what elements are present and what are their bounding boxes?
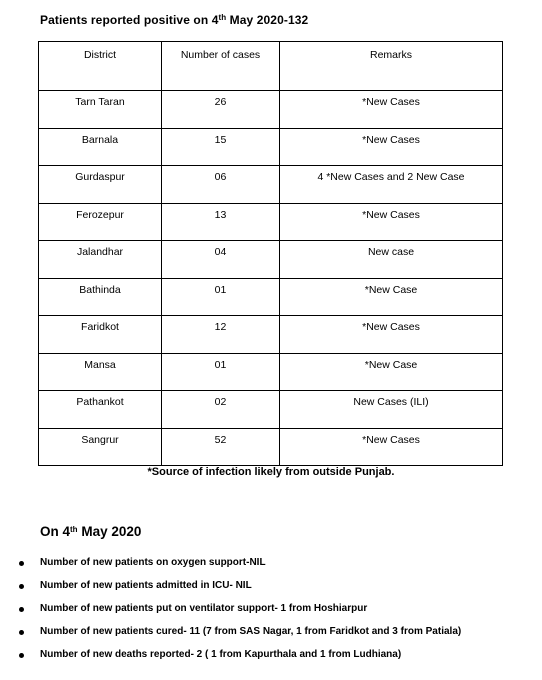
table-row (39, 428, 503, 466)
table-row (39, 241, 503, 279)
table-row (39, 391, 503, 429)
remarks-cell: *New Cases (280, 91, 503, 129)
list-item (0, 626, 461, 649)
district-cell: Pathankot (39, 391, 162, 429)
district-cell: Faridkot (39, 316, 162, 354)
column-header-district: District (39, 42, 162, 91)
heading-superscript: th (218, 13, 227, 22)
bullet-icon (19, 653, 24, 658)
list-item-text: Number of new patients cured- 11 (7 from SAS Nagar, 1 from Faridkot and 3 from Patiala) (40, 626, 462, 637)
bullet-icon (19, 584, 24, 589)
bullet-icon (19, 607, 24, 612)
subheading-suffix: May 2020 (77, 524, 142, 539)
heading-suffix: May 2020-132 (226, 13, 309, 27)
bullet-icon (19, 630, 24, 635)
list-item-text: Number of new patients admitted in ICU- NIL (40, 580, 252, 591)
subheading-prefix: On 4 (40, 524, 71, 539)
remarks-cell: *New Cases (280, 428, 503, 466)
district-cases-table (38, 41, 503, 466)
list-item-text: Number of new patients put on ventilator support- 1 from Hoshiarpur (40, 603, 368, 614)
bullet-icon (19, 561, 24, 566)
list-item (0, 580, 461, 603)
cases-cell: 01 (162, 278, 280, 316)
table-header-row (39, 42, 503, 91)
cases-cell: 13 (162, 203, 280, 241)
remarks-cell: *New Case (280, 278, 503, 316)
remarks-cell: *New Cases (280, 128, 503, 166)
remarks-cell: New case (280, 241, 503, 279)
district-cell: Mansa (39, 353, 162, 391)
cases-cell: 15 (162, 128, 280, 166)
table-row (39, 278, 503, 316)
cases-cell: 26 (162, 91, 280, 129)
cases-cell: 01 (162, 353, 280, 391)
list-item (0, 649, 461, 672)
table-row (39, 166, 503, 204)
column-header-cases: Number of cases (162, 42, 280, 91)
column-header-remarks: Remarks (280, 42, 503, 91)
list-item (0, 557, 461, 580)
table-row (39, 316, 503, 354)
list-item-text: Number of new deaths reported- 2 ( 1 from Kapurthala and 1 from Ludhiana) (40, 649, 402, 660)
cases-cell: 04 (162, 241, 280, 279)
daily-facts-list (0, 557, 461, 672)
table-row (39, 353, 503, 391)
district-cell: Tarn Taran (39, 91, 162, 129)
district-cell: Ferozepur (39, 203, 162, 241)
list-item-text: Number of new patients on oxygen support-NIL (40, 557, 266, 568)
remarks-cell: *New Cases (280, 316, 503, 354)
district-cell: Gurdaspur (39, 166, 162, 204)
list-item (0, 603, 461, 626)
cases-cell: 02 (162, 391, 280, 429)
page-heading (40, 13, 308, 27)
cases-cell: 12 (162, 316, 280, 354)
district-cell: Barnala (39, 128, 162, 166)
district-cell: Sangrur (39, 428, 162, 466)
remarks-cell: 4 *New Cases and 2 New Case (280, 166, 503, 204)
cases-cell: 52 (162, 428, 280, 466)
district-cell: Bathinda (39, 278, 162, 316)
table-row (39, 128, 503, 166)
remarks-cell: *New Case (280, 353, 503, 391)
subheading-superscript: th (70, 525, 78, 534)
section-heading (40, 524, 141, 539)
table-row (39, 203, 503, 241)
remarks-cell: New Cases (ILI) (280, 391, 503, 429)
district-cell: Jalandhar (39, 241, 162, 279)
cases-cell: 06 (162, 166, 280, 204)
table-row (39, 91, 503, 129)
source-footnote: *Source of infection likely from outside Punjab. (147, 466, 395, 478)
remarks-cell: *New Cases (280, 203, 503, 241)
heading-prefix: Patients reported positive on 4 (40, 13, 219, 27)
